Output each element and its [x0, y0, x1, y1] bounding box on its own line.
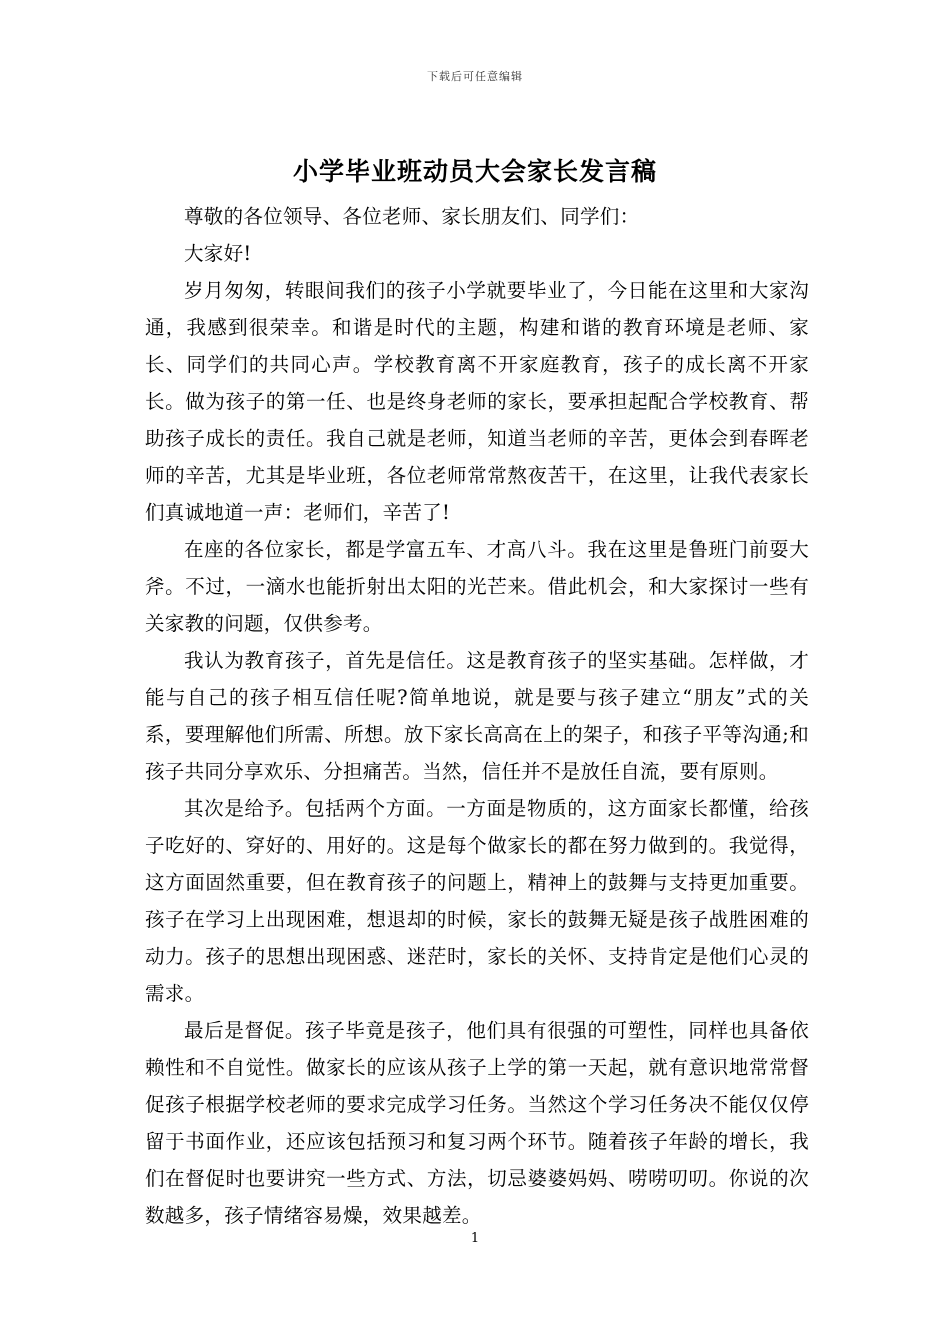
- salutation-paragraph: 尊敬的各位领导、各位老师、家长朋友们、同学们：: [184, 205, 640, 228]
- body-paragraph: 在座的各位家长，都是学富五车、才高八斗。我在这里是鲁班门前耍大斧。不过，一滴水也能折射出太阳的光芒来。借此机会，和大家探讨一些有关家教的问题，仅供参考。: [145, 538, 809, 635]
- body-paragraph: 最后是督促。孩子毕竟是孩子，他们具有很强的可塑性，同样也具备依赖性和不自觉性。做家长的应该从孩子上学的第一天起，就有意识地常常督促孩子根据学校老师的要求完成学习任务。当然这个学习任务决不能仅仅停留于书面作业，还应该包括预习和复习两个环节。随着孩子年龄的增长，我们在督促时也要讲究一些方式、方法，切忌婆婆妈妈、唠唠叨叨。你说的次数越多，孩子情绪容易燥，效果越差。: [145, 1019, 809, 1227]
- body-paragraph: 其次是给予。包括两个方面。一方面是物质的，这方面家长都懂，给孩子吃好的、穿好的、用好的。这是每个做家长的都在努力做到的。我觉得，这方面固然重要，但在教育孩子的问题上，精神上的鼓舞与支持更加重要。孩子在学习上出现困难，想退却的时候，家长的鼓舞无疑是孩子战胜困难的动力。孩子的思想出现困惑、迷茫时，家长的关怀、支持肯定是他们心灵的需求。: [145, 797, 809, 1005]
- page-number: 1: [470, 1231, 480, 1246]
- document-title: 小学毕业班动员大会家长发言稿: [292, 157, 657, 186]
- body-paragraph: 岁月匆匆，转眼间我们的孩子小学就要毕业了，今日能在这里和大家沟通，我感到很荣幸。和谐是时代的主题，构建和谐的教育环境是老师、家长、同学们的共同心声。学校教育离不开家庭教育，孩子的成长离不开家长。做为孩子的第一任、也是终身老师的家长，要承担起配合学校教育、帮助孩子成长的责任。我自己就是老师，知道当老师的辛苦，更体会到春晖老师的辛苦，尤其是毕业班，各位老师常常熬夜苦干，在这里，让我代表家长们真诚地道一声：老师们，辛苦了!: [145, 279, 809, 524]
- body-paragraph: 我认为教育孩子，首先是信任。这是教育孩子的坚实基础。怎样做，才能与自己的孩子相互信任呢?简单地说，就是要与孩子建立“朋友”式的关系，要理解他们所需、所想。放下家长高高在上的架子，和孩子平等沟通;和孩子共同分享欢乐、分担痛苦。当然，信任并不是放任自流，要有原则。: [145, 649, 809, 783]
- header-note: 下载后可任意编辑: [427, 70, 523, 83]
- document-body: [145, 198, 809, 1234]
- greeting-paragraph: 大家好!: [184, 242, 252, 265]
